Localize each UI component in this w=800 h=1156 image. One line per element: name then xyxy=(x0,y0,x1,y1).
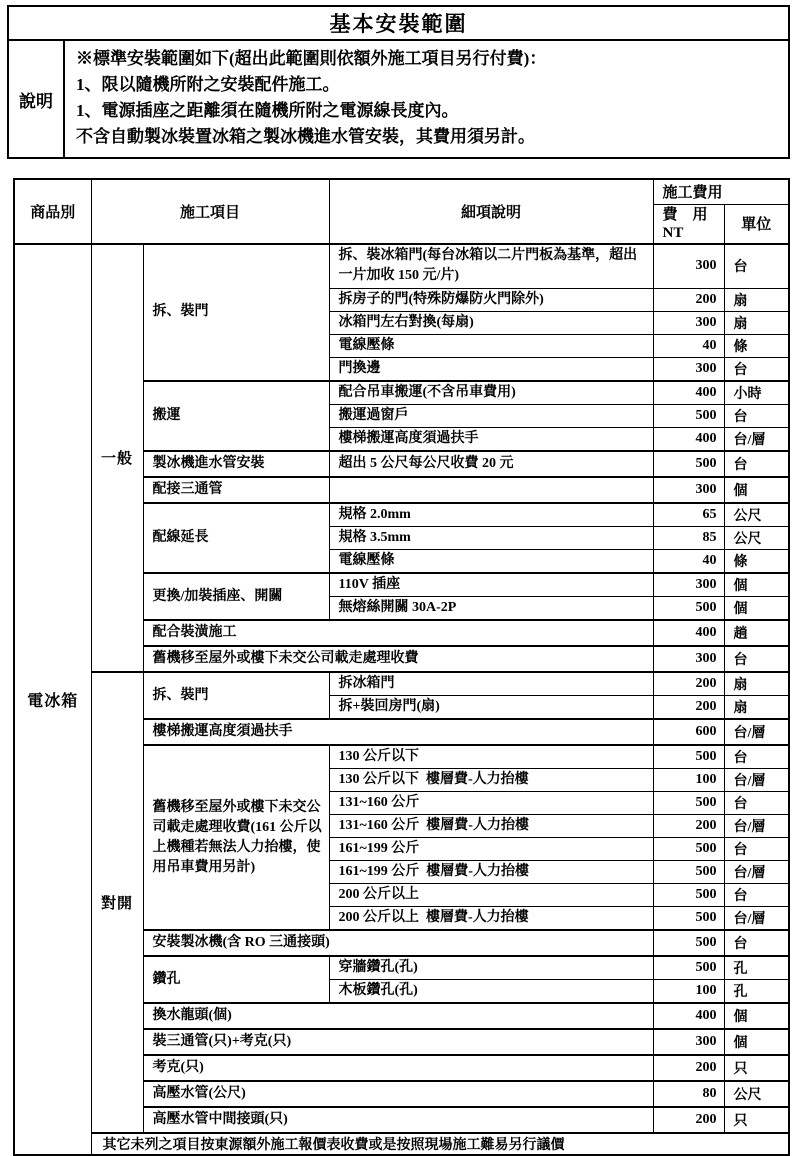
unit-value: 台 xyxy=(724,244,789,289)
unit-value: 扇 xyxy=(724,672,789,696)
unit-value: 公尺 xyxy=(724,1081,789,1107)
fee-value: 100 xyxy=(653,980,724,1004)
group-cell: 搬運 xyxy=(143,381,329,451)
fee-value: 300 xyxy=(653,358,724,382)
fee-value: 500 xyxy=(653,745,724,769)
page-title: 基本安裝範圍 xyxy=(9,7,788,41)
detail-cell: 規格 3.5mm xyxy=(329,527,653,550)
unit-value: 個 xyxy=(724,597,789,621)
col-header-work-item: 施工項目 xyxy=(91,179,329,244)
detail-cell: 配合吊車搬運(不含吊車費用) xyxy=(329,381,653,405)
fee-value: 500 xyxy=(653,405,724,428)
group-cell: 配線延長 xyxy=(143,503,329,573)
unit-value: 趟 xyxy=(724,620,789,646)
detail-cell xyxy=(329,477,653,503)
fee-value: 500 xyxy=(653,884,724,907)
unit-value: 台/層 xyxy=(724,428,789,452)
group-cell: 安裝製冰機(含 RO 三通接頭) xyxy=(143,930,653,956)
fee-value: 300 xyxy=(653,573,724,597)
unit-value: 條 xyxy=(724,335,789,358)
unit-value: 台/層 xyxy=(724,719,789,745)
table-footer-note: 其它未列之項目按東源額外施工報價表收費或是按照現場施工難易另行議價 xyxy=(91,1133,789,1155)
product-cell: 電冰箱 xyxy=(14,244,91,1156)
fee-value: 400 xyxy=(653,381,724,405)
fee-value: 500 xyxy=(653,451,724,477)
unit-value: 台 xyxy=(724,405,789,428)
detail-cell: 131~160 公斤 樓層費-人力抬樓 xyxy=(329,815,653,838)
fee-value: 85 xyxy=(653,527,724,550)
note-label: 說明 xyxy=(9,41,65,157)
unit-value: 只 xyxy=(724,1107,789,1133)
unit-value: 公尺 xyxy=(724,503,789,527)
section-cell-1: 對開 xyxy=(91,672,143,1133)
group-cell: 舊機移至屋外或樓下未交公司載走處理收費(161 公斤以上機種若無法人力抬樓，使用吊車費用另計) xyxy=(143,745,329,930)
fee-value: 200 xyxy=(653,1055,724,1081)
detail-cell: 無熔絲開關 30A-2P xyxy=(329,597,653,621)
detail-cell: 電線壓條 xyxy=(329,335,653,358)
fee-value: 200 xyxy=(653,1107,724,1133)
detail-cell: 冰箱門左右對換(每扇) xyxy=(329,312,653,335)
unit-value: 扇 xyxy=(724,696,789,720)
detail-cell: 超出 5 公尺每公尺收費 20 元 xyxy=(329,451,653,477)
group-cell: 舊機移至屋外或樓下未交公司載走處理收費 xyxy=(143,646,653,672)
col-header-detail: 細項說明 xyxy=(329,179,653,244)
fee-value: 100 xyxy=(653,769,724,792)
detail-cell: 樓梯搬運高度須過扶手 xyxy=(329,428,653,452)
group-cell: 換水龍頭(個) xyxy=(143,1003,653,1029)
detail-cell: 木板鑽孔(孔) xyxy=(329,980,653,1004)
fee-table xyxy=(13,178,790,1156)
fee-value: 500 xyxy=(653,838,724,861)
detail-cell: 130 公斤以下 樓層費-人力抬樓 xyxy=(329,769,653,792)
detail-cell: 110V 插座 xyxy=(329,573,653,597)
fee-header-line2: NT xyxy=(662,224,684,241)
note-line: ※標準安裝範圍如下(超出此範圍則依額外施工項目另行付費)： xyxy=(76,49,547,68)
fee-value: 65 xyxy=(653,503,724,527)
section-cell-0: 一般 xyxy=(91,244,143,673)
group-cell: 鑽孔 xyxy=(143,956,329,1003)
detail-cell: 拆、裝冰箱門(每台冰箱以二片門板為基準，超出一片加收 150 元/片) xyxy=(329,244,653,289)
detail-cell: 電線壓條 xyxy=(329,550,653,574)
fee-value: 80 xyxy=(653,1081,724,1107)
group-cell: 製冰機進水管安裝 xyxy=(143,451,329,477)
fee-value: 40 xyxy=(653,550,724,574)
group-cell: 配接三通管 xyxy=(143,477,329,503)
notice-box xyxy=(7,5,790,159)
group-cell: 更換/加裝插座、開關 xyxy=(143,573,329,620)
group-cell: 拆、裝門 xyxy=(143,244,329,382)
note-line: 不含自動製冰裝置冰箱之製冰機進水管安裝，其費用須另計。 xyxy=(76,127,535,146)
unit-value: 台 xyxy=(724,792,789,815)
group-cell: 高壓水管(公尺) xyxy=(143,1081,653,1107)
notice-body xyxy=(9,41,788,157)
fee-value: 600 xyxy=(653,719,724,745)
detail-cell: 200 公斤以上 樓層費-人力抬樓 xyxy=(329,907,653,931)
group-cell: 裝三通管(只)+考克(只) xyxy=(143,1029,653,1055)
detail-cell: 200 公斤以上 xyxy=(329,884,653,907)
unit-value: 條 xyxy=(724,550,789,574)
unit-value: 扇 xyxy=(724,312,789,335)
fee-value: 500 xyxy=(653,792,724,815)
col-header-fee-group: 施工費用 xyxy=(653,179,789,204)
unit-value: 台 xyxy=(724,646,789,672)
unit-value: 個 xyxy=(724,1029,789,1055)
note-line: 1、電源插座之距離須在隨機所附之電源線長度內。 xyxy=(76,101,459,120)
fee-value: 300 xyxy=(653,1029,724,1055)
col-header-product: 商品別 xyxy=(14,179,91,244)
unit-value: 只 xyxy=(724,1055,789,1081)
detail-cell: 拆房子的門(特殊防爆防火門除外) xyxy=(329,289,653,312)
detail-cell: 搬運過窗戶 xyxy=(329,405,653,428)
detail-cell: 131~160 公斤 xyxy=(329,792,653,815)
fee-value: 500 xyxy=(653,861,724,884)
unit-value: 孔 xyxy=(724,980,789,1004)
fee-value: 40 xyxy=(653,335,724,358)
unit-value: 個 xyxy=(724,477,789,503)
fee-value: 500 xyxy=(653,956,724,980)
unit-value: 台 xyxy=(724,451,789,477)
group-cell: 拆、裝門 xyxy=(143,672,329,719)
detail-cell: 穿牆鑽孔(孔) xyxy=(329,956,653,980)
fee-value: 400 xyxy=(653,1003,724,1029)
unit-value: 台 xyxy=(724,930,789,956)
col-header-unit: 單位 xyxy=(724,204,789,244)
fee-value: 300 xyxy=(653,477,724,503)
unit-value: 扇 xyxy=(724,289,789,312)
unit-value: 台/層 xyxy=(724,861,789,884)
detail-cell: 161~199 公斤 樓層費-人力抬樓 xyxy=(329,861,653,884)
detail-cell: 130 公斤以下 xyxy=(329,745,653,769)
fee-value: 500 xyxy=(653,907,724,931)
unit-value: 孔 xyxy=(724,956,789,980)
fee-value: 300 xyxy=(653,244,724,289)
unit-value: 台 xyxy=(724,745,789,769)
fee-value: 500 xyxy=(653,930,724,956)
unit-value: 個 xyxy=(724,1003,789,1029)
unit-value: 個 xyxy=(724,573,789,597)
fee-value: 200 xyxy=(653,672,724,696)
fee-value: 300 xyxy=(653,646,724,672)
unit-value: 台 xyxy=(724,358,789,382)
fee-value: 400 xyxy=(653,620,724,646)
detail-cell: 規格 2.0mm xyxy=(329,503,653,527)
detail-cell: 拆+裝回房門(扇) xyxy=(329,696,653,720)
unit-value: 小時 xyxy=(724,381,789,405)
fee-value: 200 xyxy=(653,815,724,838)
group-cell: 樓梯搬運高度須過扶手 xyxy=(143,719,653,745)
fee-value: 300 xyxy=(653,312,724,335)
group-cell: 考克(只) xyxy=(143,1055,653,1081)
fee-value: 200 xyxy=(653,289,724,312)
unit-value: 台/層 xyxy=(724,815,789,838)
unit-value: 台 xyxy=(724,838,789,861)
group-cell: 配合裝潢施工 xyxy=(143,620,653,646)
unit-value: 公尺 xyxy=(724,527,789,550)
unit-value: 台/層 xyxy=(724,907,789,931)
fee-value: 400 xyxy=(653,428,724,452)
detail-cell: 拆冰箱門 xyxy=(329,672,653,696)
col-header-fee xyxy=(653,204,724,244)
note-line: 1、限以隨機所附之安裝配件施工。 xyxy=(76,75,340,94)
unit-value: 台 xyxy=(724,884,789,907)
group-cell: 高壓水管中間接頭(只) xyxy=(143,1107,653,1133)
detail-cell: 161~199 公斤 xyxy=(329,838,653,861)
detail-cell: 門換邊 xyxy=(329,358,653,382)
unit-value: 台/層 xyxy=(724,769,789,792)
fee-value: 500 xyxy=(653,597,724,621)
fee-header-line1: 費 用 xyxy=(662,206,708,223)
note-content xyxy=(65,41,788,157)
fee-value: 200 xyxy=(653,696,724,720)
